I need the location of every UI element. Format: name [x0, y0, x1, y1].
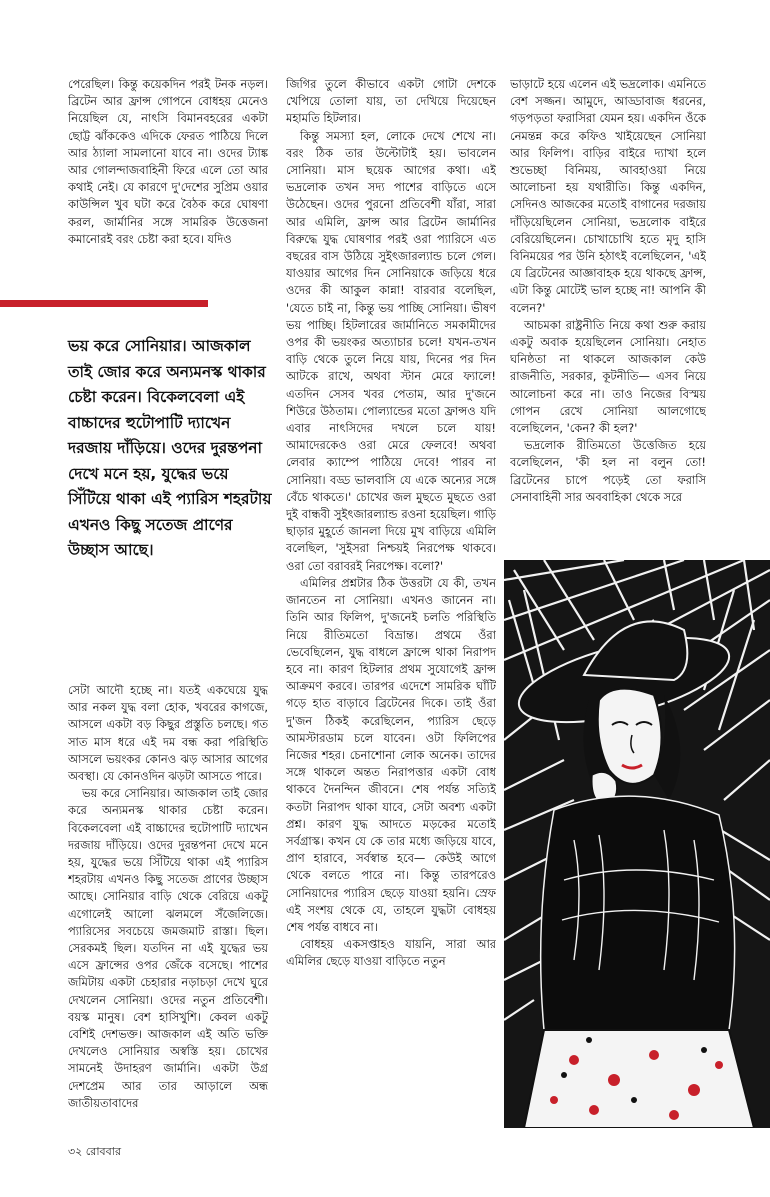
paragraph: কিন্তু সমস্যা হল, লোকে দেখে শেখে না। বরং ঠিক তার উল্টোটাই হয়। ভাবলেন সোনিয়া। মাস ছয়েক আগের কথা। এই ভদ্রলোক তখন সদ্য পাশের বাড়িতে এসে উঠেছেন। ওদের পুরনো প্রতিবেশী যাঁরা, সারা আর এমিলি, ফ্রান্স আর ব্রিটেন জার্মানির বিরুদ্ধে যুদ্ধ ঘোষণার পরই ওরা প্যারিসে এত বছরের বাস উঠিয়ে সুইৎজারল্যান্ড চলে গেল। যাওয়ার আগের দিন সোনিয়াকে জড়িয়ে ধরে ওদের কী আকুল কান্না! বারবার বলেছিল, 'যেতে চাই না, কিন্তু ভয় পাচ্ছি সোনিয়া। ভীষণ ভয় পাচ্ছি। হিটলারের জার্মানিতে সমকামীদের ওপর কী ভয়ংকর অত্যাচার চলে! যখন-তখন বাড়ি থেকে তুলে নিয়ে যায়, দিনের পর দিন আটকে রাখে, অথবা স্টান মেরে ফ্যালে! এতদিন সেসব খবর পেতাম, আর দু'জনে শিউরে উঠতাম। পোল্যান্ডের মতো ফ্রান্সও যদি এবার নাৎসিদের দখলে চলে যায়! আমাদেরকেও ওরা মেরে ফেলবে! অথবা লেবার ক্যাম্পে পাঠিয়ে দেবে! পারব না সোনিয়া। বড্ড ভালবাসি যে একে অন্যের সঙ্গে বেঁচে থাকতে।' চোখের জল মুছতে মুছতে ওরা দুই বান্ধবী সুইৎজারল্যান্ড রওনা হয়েছিল। গাড়ি ছাড়ার মুহূর্তে জানলা দিয়ে মুখ বাড়িয়ে এমিলি বলেছিল, 'সুইসরা নিশ্চয়ই নিরপেক্ষ থাকবে। ওরা তো বরাবরই নিরপেক্ষ। বলো?'	[286, 128, 496, 573]
column-1-bottom	[68, 682, 268, 1112]
pull-quote: ভয় করে সোনিয়ার। আজকাল তাই জোর করে অন্যমনস্ক থাকার চেষ্টা করেন। বিকেলবেলা এই বাচ্চাদের হুটোপাটি দ্যাখেন দরজায় দাঁড়িয়ে। ওদের দুরন্তপনা দেখে মনে হয়, যুদ্ধের ভয়ে সিঁটিয়ে থাকা এই প্যারিস শহরটায় এখনও কিছু সতেজ প্রাণের উচ্ছাস আছে।	[68, 337, 272, 559]
paragraph: এমিলির প্রশ্নটার ঠিক উত্তরটা যে কী, তখন জানতেন না সোনিয়া। এখনও জানেন না। তিনি আর ফিলিপ, দু'জনেই চলতি পরিস্থিতি নিয়ে রীতিমতো বিভ্রান্ত। প্রথমে ওঁরা ভেবেছিলেন, যুদ্ধ বাধলে ফ্রান্সে থাকা নিরাপদ হবে না। কারণ হিটলার প্রথম সুযোগেই ফ্রান্স আক্রমণ করবে। তারপর এদেশে সামরিক ঘাঁটি গড়ে হাত বাড়াবে ব্রিটেনের দিকে। তাই ওঁরা দু'জন ঠিকই করেছিলেন, প্যারিস ছেড়ে আমস্টারডাম চলে যাবেন। ওটা ফিলিপের নিজের শহর। চেনাশোনা লোক অনেক। তাদের সঙ্গে থাকলে অন্তত নিরাপত্তার একটা বোধ থাকবে দৈনন্দিন জীবনে। শেষ পর্যন্ত সত্যিই কতটা নিরাপদ থাকা যাবে, সেটা অবশ্য একটা প্রশ্ন। কারণ যুদ্ধ আদতে মড়কের মতোই সর্বগ্রাস্ক। কখন যে কে তার মধ্যে জড়িয়ে যাবে, প্রাণ হারাবে, সর্বস্বান্ত হবে— কেউই আগে থেকে বলতে পারে না। কিন্তু তারপরেও সোনিয়াদের প্যারিস ছেড়ে যাওয়া হয়নি। স্রেফ এই সংশয় থেকে যে, তাহলে যুদ্ধটা বোধহয় শেষ পর্যন্ত বাধবে না।	[286, 575, 496, 934]
paragraph: বোধহয় একসপ্তাহও যায়নি, সারা আর এমিলির ছেড়ে যাওয়া বাড়িতে নতুন	[286, 937, 496, 969]
paragraph: ভাড়াটে হয়ে এলেন এই ভদ্রলোক। এমনিতে বেশ সজ্জন। আমুদে, আড্ডাবাজ ধরনের, গড়পড়তা ফরাসিরা যেমন হয়। একদিন ওঁকে নেমন্তন্ন করে কফিও খাইয়েছেন সোনিয়া আর ফিলিপ। বাড়ির বাইরে দ্যাখা হলে শুভেচ্ছা বিনিময়, আবহাওয়া নিয়ে আলোচনা হয় যথারীতি। কিন্তু একদিন, সেদিনও আজকের মতোই বাগানের দরজায় দাঁড়িয়েছিলেন সোনিয়া, ভদ্রলোক বাইরে বেরিয়েছিলেন। চোখাচোখি হতে মৃদু হাসি বিনিময়ের পর উনি হঠাৎই বলেছিলেন, 'এই যে ব্রিটেনের আজ্ঞাবাহক হয়ে থাকছে ফ্রান্স, এটা কিন্তু মোটেই ভাল হচ্ছে না! আপনি কী বলেন?'	[510, 77, 706, 315]
pullquote-rule	[0, 300, 208, 307]
paragraph: আচমকা রাষ্ট্রনীতি নিয়ে কথা শুরু করায় একটু অবাক হয়েছিলেন সোনিয়া। নেহাত ঘনিষ্ঠতা না থাকলে আজকাল কেউ রাজনীতি, সরকার, কূটনীতি— এসব নিয়ে আলোচনা করে না। তাও নিজের বিস্ময় গোপন রেখে সোনিয়া আলগোছে বলেছিলেন, 'কেন? কী হল?'	[510, 317, 706, 436]
paragraph: ভয় করে সোনিয়ার। আজকাল তাই জোর করে অন্যমনস্ক থাকার চেষ্টা করেন। বিকেলবেলা এই বাচ্চাদের হুটোপাটি দ্যাখেন দরজায় দাঁড়িয়ে। ওদের দুরন্তপনা দেখে মনে হয়, যুদ্ধের ভয়ে সিঁটিয়ে থাকা এই প্যারিস শহরটায় এখনও কিছু সতেজ প্রাণের উচ্ছাস আছে। সোনিয়ার বাড়ি থেকে বেরিয়ে একটু এগোলেই আলো ঝলমলে সঁজেলিজে। প্যারিসের সবচেয়ে জমজমাট রাস্তা। ছিল। সেরকমই ছিল। যতদিন না এই যুদ্ধের ভয় এসে ফ্রান্সের ওপর জেঁকে বসেছে। পাশের জমিটায় একটা চেহারার নড়াচড়া দেখে ঘুরে দেখলেন সোনিয়া। ওদের নতুন প্রতিবেশী। বয়স্ক মানুষ। বেশ হাসিখুশি। কেবল একটু বেশিই দেশভক্ত। আজকাল এই অতি ভক্তি দেখলেও সোনিয়ার অস্বস্তি হয়। চোখের সামনেই উদাহরণ জার্মানি। একটা উগ্র দেশপ্রেম আর তার আড়ালে অন্ধ জাতীয়তাবাদের	[68, 786, 268, 1110]
paragraph: সেটা আদৌ হচ্ছে না। যতই একঘেয়ে যুদ্ধ আর নকল যুদ্ধ বলা হোক, খবরের কাগজে, আসলে একটা বড় কিছুর প্রস্তুতি চলছে। গত সাত মাস ধরে এই দম বন্ধ করা পরিস্থিতি আসলে ভয়ংকর কোনও ঝড় আসার আগের অবস্থা। যে কোনওদিন ঝড়টা আসতে পারে।	[68, 683, 268, 784]
column-1-top	[68, 76, 268, 266]
page-footer: ৩২ রোববার	[68, 1145, 121, 1158]
column-3	[510, 76, 706, 546]
paragraph: পেরেছিল। কিন্তু কয়েকদিন পরই টনক নড়ল। ব্রিটেন আর ফ্রান্স গোপনে বোধহয় মেনেও নিয়েছিল যে, নাৎসি বিমানবহরের একটা ছোট্ট ঝাঁককেও এদিকে ফেরত পাঠিয়ে দিলে আর ঠ্যালা সামলানো যাবে না। ওদের ট্যাঙ্ক আর গোলন্দাজবাহিনী ফিরে এলে তো আর কথাই নেই। যে কারণে দু'দেশের সুপ্রিম ওয়ার কাউন্সিল খুব ঘটা করে বৈঠক করে ঘোষণা করল, জার্মানির সঙ্গে সামরিক উত্তেজনা কমানোরই বরং চেষ্টা করা হবে। যদিও	[68, 77, 268, 246]
woman-with-hat-image	[504, 560, 770, 1128]
woodcut-illustration	[504, 560, 770, 1128]
paragraph: জিগির তুলে কীভাবে একটা গোটা দেশকে খেপিয়ে তোলা যায়, তা দেখিয়ে দিয়েছেন মহামতি হিটলার।	[286, 77, 496, 126]
paragraph: ভদ্রলোক রীতিমতো উত্তেজিত হয়ে বলেছিলেন, 'কী হল না বলুন তো! ব্রিটেনের চাপে পড়েই তো ফরাসি সেনাবাহিনী সার অববাহিকা থেকে সরে	[510, 438, 706, 504]
column-2	[286, 76, 496, 1116]
